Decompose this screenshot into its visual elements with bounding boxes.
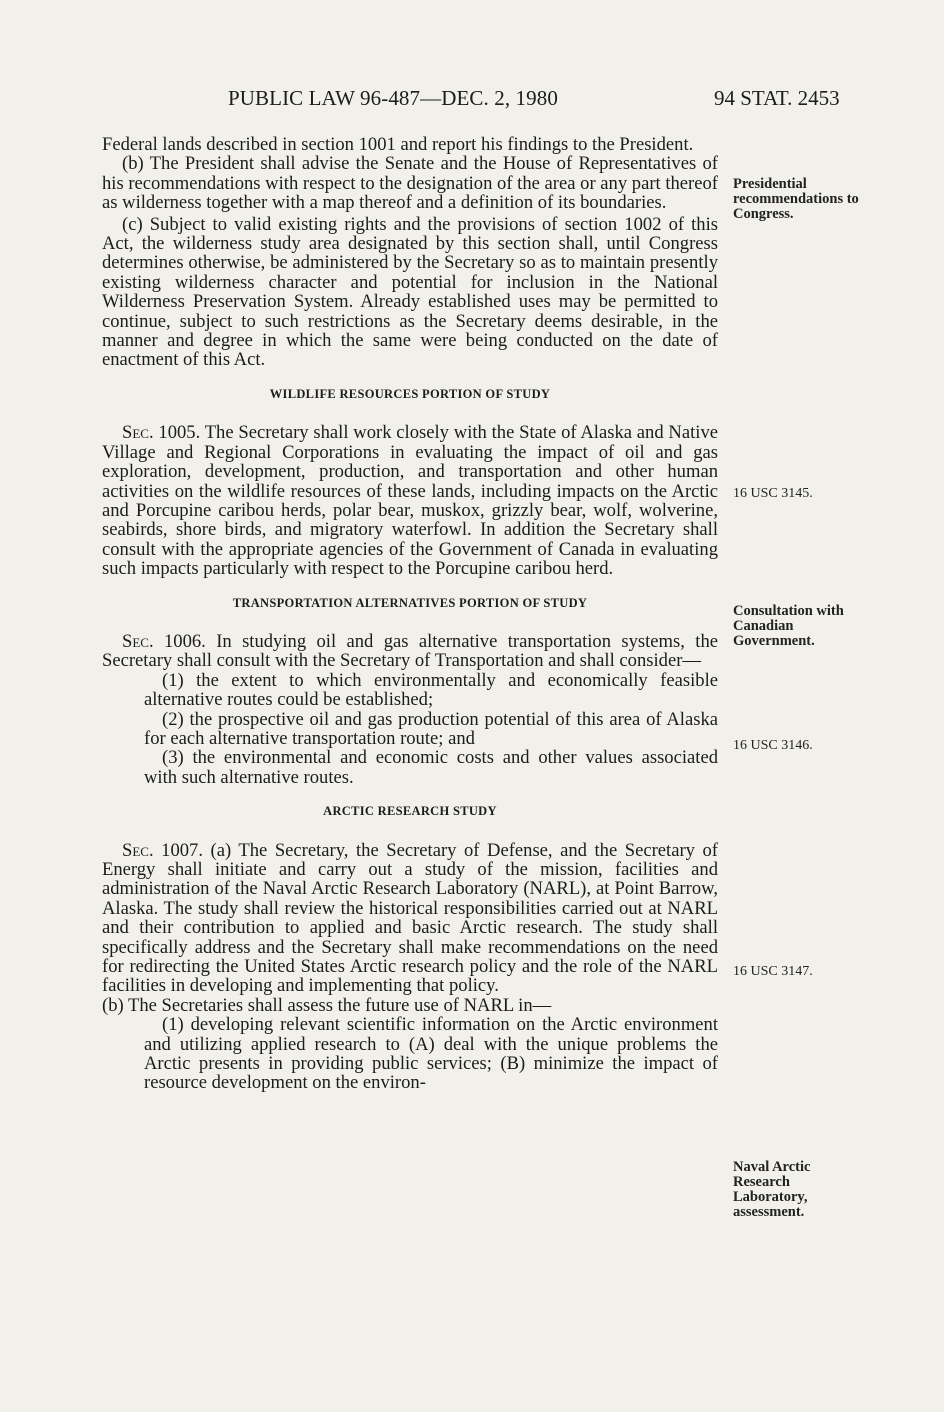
list-item-2: (2) the prospective oil and gas production potential of this area of Alaska for each alternative transportation route; and: [144, 708, 718, 749]
section-1007-text: 1007. (a) The Secretary, the Secretary of Defense, and the Secretary of Energy shall initiate and carry out a study of the mission, facilities and administration of the Naval Arctic Research Laboratory (NARL), at Point Barrow, Alaska. The study shall review the historical responsibilities carried out at NARL and their contribution to applied and basic Arctic research. The study shall specifically address and the Secretary shall make recommendations on the need for redirecting the United States Arctic research policy and the role of the NARL facilities in developing and implementing that policy.: [102, 839, 718, 997]
section-heading-arctic-research: ARCTIC RESEARCH STUDY: [323, 804, 497, 819]
section-1005: [102, 423, 718, 578]
running-header-law: PUBLIC LAW 96-487—DEC. 2, 1980: [228, 86, 558, 110]
paragraph-continuation: Federal lands described in section 1001 and report his findings to the President.: [102, 134, 694, 155]
main-text: [102, 135, 718, 1093]
margin-note-usc-3147: 16 USC 3147.: [733, 964, 813, 979]
section-label: Sec.: [122, 839, 154, 861]
section-1006: [102, 632, 718, 671]
section-1006-text: 1006. In studying oil and gas alternative transportation systems, the Secretary shall consult with the Secretary of Transportation and shall consider—: [102, 630, 718, 672]
margin-note-presidential: Presidential recommendations to Congress.: [733, 176, 859, 222]
margin-note-usc-3145: 16 USC 3145.: [733, 486, 813, 501]
list-item-1007-1: (1) developing relevant scientific information on the Arctic environment and utilizing applied research to (A) deal with the unique problems the Arctic presents in providing public services; (B) minimize the impact of resource development on the environ-: [144, 1014, 718, 1094]
list-item-1: (1) the extent to which environmentally and economically feasible alternative routes could be established;: [144, 669, 718, 711]
section-heading-wildlife: WILDLIFE RESOURCES PORTION OF STUDY: [269, 386, 551, 401]
paragraph-c: (c) Subject to valid existing rights and the provisions of section 1002 of this Act, the wilderness study area designated by this section shall, until Congress determines otherwise, be administered by the Secretary so as to maintain presently existing wilderness character and potential for inclusion in the National Wilderness Preservation System. Already established uses may be permitted to continue, subject to such restrictions as the Secretary deems desirable, in the manner and degree in which the same were being conducted on the date of enactment of this Act.: [102, 213, 718, 371]
running-header-stat: 94 STAT. 2453: [714, 86, 840, 110]
section-1007: [102, 841, 718, 996]
section-label: Sec.: [122, 630, 154, 652]
list-item-3: (3) the environmental and economic costs and other values associated with such alternative routes.: [144, 747, 718, 788]
section-heading-transportation: TRANSPORTATION ALTERNATIVES PORTION OF STUDY: [232, 595, 588, 610]
margin-note-usc-3146: 16 USC 3146.: [733, 738, 813, 753]
section-label: Sec.: [122, 422, 154, 444]
margin-note-naval-arctic: Naval Arctic Research Laboratory, assessment.: [733, 1159, 811, 1220]
section-1005-text: 1005. The Secretary shall work closely with the State of Alaska and Native Village and Regional Corporations in evaluating the impact of oil and gas exploration, development, production, and transportation and other human activities on the wildlife resources of these lands, including impacts on the Arctic and Porcupine caribou herds, polar bear, muskox, grizzly bear, wolf, wolverine, seabirds, shore birds, and migratory waterfowl. In addition the Secretary shall consult with the appropriate agencies of the Government of Canada in evaluating such impacts particularly with respect to the Porcupine caribou herd.: [102, 422, 718, 580]
margin-note-consultation: Consultation with Canadian Government.: [733, 603, 844, 649]
paragraph-b: (b) The President shall advise the Senate and the House of Representatives of his recommendations with respect to the designation of the area or any part thereof as wilderness together with a map thereof and a definition of its boundaries.: [102, 153, 718, 214]
paragraph-1007-b: (b) The Secretaries shall assess the future use of NARL in—: [102, 994, 552, 1016]
